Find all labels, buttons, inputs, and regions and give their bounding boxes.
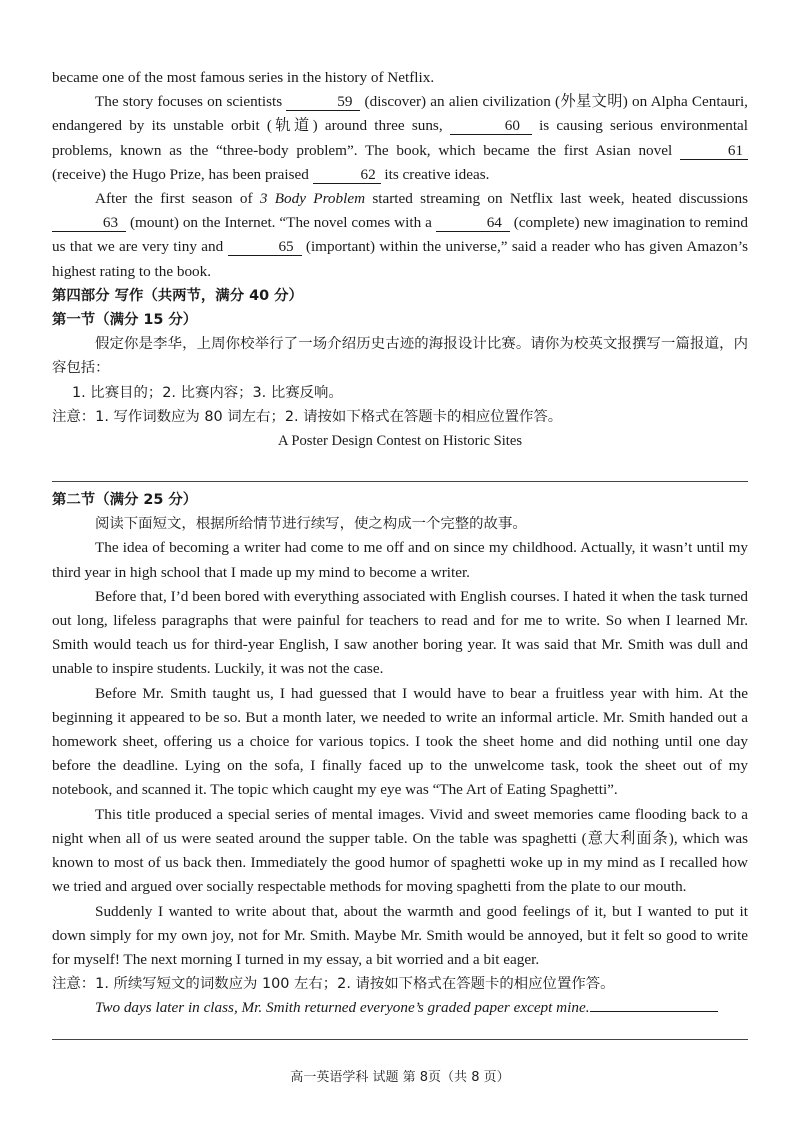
section1-prompt: 假定你是李华，上周你校举行了一场介绍历史古迹的海报设计比赛。请你为校英文报撰写一篇报道，内容包括： [52, 336, 748, 377]
answer-space [52, 453, 748, 481]
blank-61[interactable]: 61 [680, 142, 748, 160]
blank-60[interactable]: 60 [450, 117, 532, 135]
essay-title: A Poster Design Contest on Historic Sites [277, 433, 523, 450]
bottom-divider-line [52, 1039, 748, 1040]
section1-note: 注意：1. 写作词数应为 80 词左右；2. 请按如下格式在答题卡的相应位置作答。 [52, 408, 563, 425]
part4-heading: 第四部分 写作（共两节，满分 40 分） [52, 287, 303, 304]
divider-line [52, 481, 748, 482]
blank-59[interactable]: 59 [286, 93, 360, 111]
story-paragraph: Before that, I’d been bored with everything associated with English courses. I hated it when the task turned out long, lifeless paragraphs that were painful for teachers to read and for me to write. So when I learned Mr. Smith would teach us for third-year English, I saw another boring year. It was said that Mr. Smith was dull and unable to inspire students. Luckily, it was not the case. [52, 587, 748, 678]
reading-paragraph-3: After the first season of 3 Body Problem started streaming on Netflix last week, heated discussions 63 (mount) on the Internet. “The novel comes with a 64 (complete) new imagination to remind us that we are very tiny and 65 (important) within the universe,” said a reader who has given Amazon’s highest rating to the book. [52, 190, 748, 280]
story-paragraph: This title produced a special series of mental images. Vivid and sweet memories came flooding back to a night when all of us were seated around the supper table. On the table was spaghetti (意大利面条), which was known to most of us back then. Immediately the good humor of spaghetti woke up in my mind as I recalled how we tried and argued over socially respectable methods for moving spaghetti from the plate to our mouth. [52, 805, 748, 896]
blank-64[interactable]: 64 [436, 214, 510, 232]
story-paragraph: Suddenly I wanted to write about that, about the warmth and good feelings of it, but I wanted to put it down simply for my own joy, not for Mr. Smith. Maybe Mr. Smith would be annoyed, but it felt so good to write for myself! The next morning I turned in my essay, a bit worried and a bit eager. [52, 902, 748, 968]
blank-62[interactable]: 62 [313, 166, 381, 184]
reading-line: became one of the most famous series in the history of Netflix. [52, 69, 435, 86]
reading-paragraph-2: The story focuses on scientists 59 (discover) an alien civilization (外星文明) on Alpha Centauri, endangered by its unstable orbit (轨道) around three suns, 60 is causing serious environmental problems, known as the “three-body problem”. The book, which became the first Asian novel 61 (receive) the Hugo Prize, has been praised 62 its creative ideas. [52, 93, 748, 183]
blank-65[interactable]: 65 [228, 238, 302, 256]
section2-note: 注意：1. 所续写短文的词数应为 100 左右；2. 请按如下格式在答题卡的相应位置作答。 [52, 976, 615, 993]
page-footer: 高一英语学科 试题 第 8页（共 8 页） [290, 1070, 510, 1085]
section1-points: 1. 比赛目的；2. 比赛内容；3. 比赛反响。 [72, 384, 343, 401]
continuation-line: Two days later in class, Mr. Smith returned everyone’s graded paper except mine. [52, 996, 748, 1020]
story-paragraph: The idea of becoming a writer had come to me off and on since my childhood. Actually, it wasn’t until my third year in high school that I made up my mind to become a writer. [52, 539, 748, 581]
continuation-blank[interactable] [590, 1011, 718, 1012]
section1-heading: 第一节（满分 15 分） [52, 312, 198, 329]
story-paragraph: Before Mr. Smith taught us, I had guessed that I would have to bear a fruitless year with him. At the beginning it appeared to be so. But a month later, we needed to write an informal article. Mr. Smith handed out a homework sheet, offering us a choice for various topics. I took the sheet home and did nothing until one day before the deadline. Lying on the sofa, I finally faced up to the unwelcome task, took the sheet out of my notebook, and scanned it. The topic which caught my eye was “The Art of Eating Spaghetti”. [52, 684, 748, 799]
blank-63[interactable]: 63 [52, 214, 126, 232]
section2-prompt: 阅读下面短文，根据所给情节进行续写，使之构成一个完整的故事。 [95, 516, 527, 533]
section2-heading: 第二节（满分 25 分） [52, 492, 198, 509]
exam-page [52, 66, 748, 1040]
